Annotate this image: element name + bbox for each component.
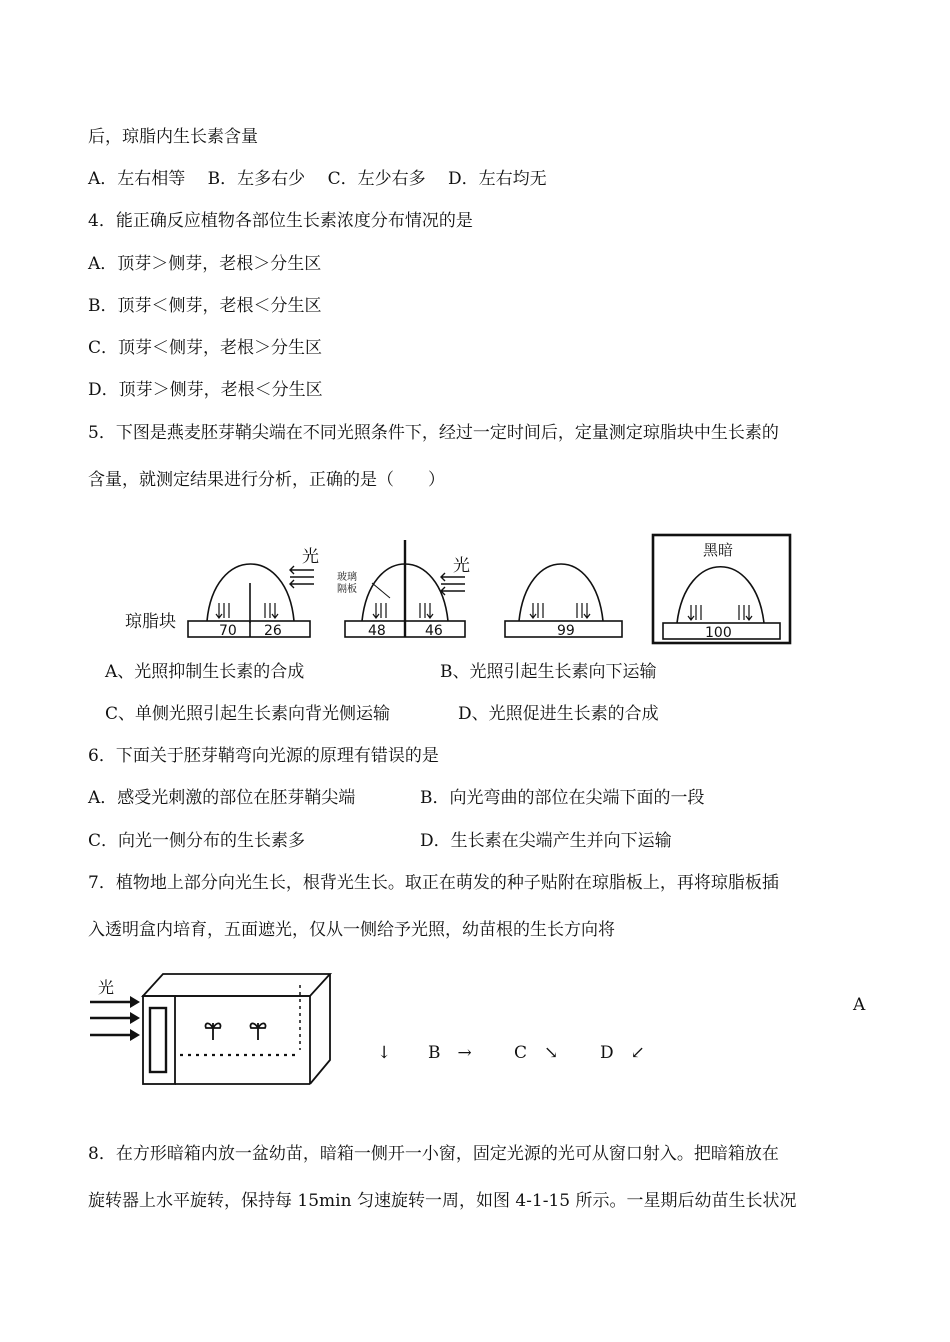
q8-line2: 旋转器上水平旋转，保持每 15min 匀速旋转一周，如图 4-1-15 所示。一星期后幼苗生长状况 bbox=[88, 1191, 797, 1211]
q7-option-c: C ↘ bbox=[514, 1043, 559, 1063]
q4-option-d: D．顶芽＞侧芽，老根＜分生区 bbox=[88, 380, 323, 400]
light-arrows-3 bbox=[90, 1002, 132, 1035]
q5-stem-line2: 含量，就测定结果进行分析，正确的是（ ） bbox=[88, 470, 445, 490]
q7-option-b: B → bbox=[428, 1043, 472, 1063]
q5-option-a: A、光照抑制生长素的合成 bbox=[105, 662, 305, 682]
value-99: 99 bbox=[557, 623, 575, 639]
box-top bbox=[143, 974, 330, 996]
value-70: 70 bbox=[219, 623, 237, 639]
q4-stem: 4．能正确反应植物各部位生长素浓度分布情况的是 bbox=[88, 211, 473, 231]
seedlings bbox=[205, 1023, 265, 1040]
barrier-label-2: 隔板 bbox=[337, 584, 357, 595]
q7-option-a-letter: A bbox=[853, 995, 866, 1015]
dark-label: 黑暗 bbox=[703, 541, 734, 559]
q6-option-a: A．感受光刺激的部位在胚芽鞘尖端 bbox=[88, 788, 356, 808]
q6-option-c: C．向光一侧分布的生长素多 bbox=[88, 831, 306, 851]
q7-option-d: D ↙ bbox=[600, 1043, 645, 1063]
q7-option-a-arrow: ↓ bbox=[377, 1043, 392, 1063]
q4-option-c: C．顶芽＜侧芽，老根＞分生区 bbox=[88, 338, 323, 358]
value-48: 48 bbox=[368, 623, 386, 639]
barrier-label-1: 玻璃 bbox=[337, 572, 357, 583]
q7-stem-line2: 入透明盒内培育，五面遮光，仅从一侧给予光照，幼苗根的生长方向将 bbox=[88, 920, 615, 940]
box-right bbox=[310, 974, 330, 1084]
q6-option-b: B．向光弯曲的部位在尖端下面的一段 bbox=[420, 788, 705, 808]
value-100: 100 bbox=[705, 625, 732, 641]
light-label-2: 光 bbox=[453, 556, 470, 576]
agar-label: 琼脂块 bbox=[125, 612, 176, 632]
light-label-3: 光 bbox=[98, 978, 115, 997]
q5-option-b: B、光照引起生长素向下运输 bbox=[440, 662, 657, 682]
q8-line1: 8．在方形暗箱内放一盆幼苗，暗箱一侧开一小窗，固定光源的光可从窗口射入。把暗箱放在 bbox=[88, 1144, 779, 1164]
q5-option-c: C、单侧光照引起生长素向背光侧运输 bbox=[105, 704, 391, 724]
q3-options: A．左右相等 B．左多右少 C．左少右多 D．左右均无 bbox=[88, 169, 547, 189]
q5-option-d: D、光照促进生长素的合成 bbox=[458, 704, 659, 724]
q6-option-d: D．生长素在尖端产生并向下运输 bbox=[420, 831, 672, 851]
q3-tail-text: 后，琼脂内生长素含量 bbox=[88, 127, 258, 147]
value-46: 46 bbox=[425, 623, 443, 639]
q5-stem-line1: 5．下图是燕麦胚芽鞘尖端在不同光照条件下，经过一定时间后，定量测定琼脂块中生长素的 bbox=[88, 423, 779, 443]
light-label-1: 光 bbox=[302, 547, 319, 567]
q6-stem: 6．下面关于胚芽鞘弯向光源的原理有错误的是 bbox=[88, 746, 439, 766]
box-window bbox=[150, 1008, 166, 1072]
q4-option-a: A．顶芽＞侧芽，老根＞分生区 bbox=[88, 254, 322, 274]
q4-option-b: B．顶芽＜侧芽，老根＜分生区 bbox=[88, 296, 322, 316]
value-26: 26 bbox=[264, 623, 282, 639]
q7-stem-line1: 7．植物地上部分向光生长，根背光生长。取正在萌发的种子贴附在琼脂板上，再将琼脂板插 bbox=[88, 873, 779, 893]
